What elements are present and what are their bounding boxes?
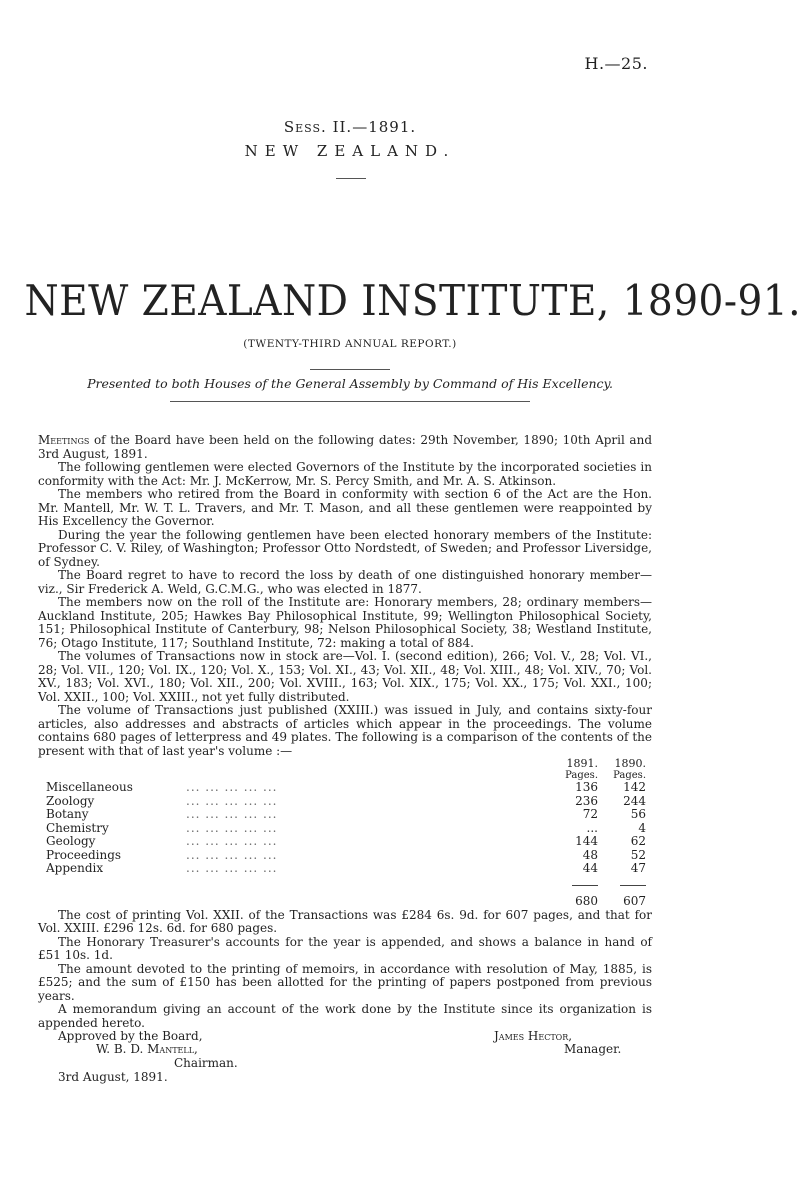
report-body — [38, 434, 652, 1084]
table-row — [46, 822, 646, 836]
leader-dots: ... ... ... ... ... — [186, 861, 278, 875]
paragraph-retired-members: The members who retired from the Board in conformity with section 6 of the Act are the Hon. Mr. Mantell, Mr. W. T. L. Travers, and Mr. T. Mason, and all these gentlemen were reappointed by His Excellency the Governor. — [38, 487, 652, 528]
paragraph-meetings — [38, 434, 652, 461]
sum-rule-row — [46, 876, 646, 890]
presented-line: Presented to both Houses of the General Assembly by Command of His Excellency. — [87, 376, 613, 391]
table-row — [46, 781, 646, 795]
paragraph-text: of the Board have been held on the following dates: 29th November, 1890; 10th April and 3rd August, 1891. — [38, 433, 652, 461]
paragraph-governors: The following gentlemen were elected Governors of the Institute by the incorporated societies in conformity with the Act: Mr. J. McKerrow, Mr. S. Percy Smith, and Mr. A. S. Atkinson. — [38, 460, 652, 488]
comparison-table — [46, 758, 646, 909]
document-title: NEW ZEALAND INSTITUTE, 1890-91. — [24, 276, 801, 325]
manager-name: James Hector, — [494, 1029, 573, 1043]
value-1891: 48 — [582, 847, 598, 862]
row-label: Zoology — [46, 793, 95, 808]
manager-title: Manager. — [564, 1042, 622, 1056]
paper-reference: H.—25. — [584, 54, 648, 73]
country-heading: NEW ZEALAND. — [244, 142, 456, 160]
value-1890: 56 — [630, 807, 646, 821]
table-unit-row — [46, 770, 646, 781]
leader-dots: ... ... ... ... ... — [186, 780, 278, 794]
paragraph-memoirs: The amount devoted to the printing of memoirs, in accordance with resolution of May, 1885, is £525; and the sum of £150 has been allotted for the printing of papers postponed from previous years. — [38, 961, 652, 1003]
value-1891: 72 — [582, 807, 598, 821]
value-1891: 44 — [582, 861, 598, 875]
value-1890: 62 — [630, 834, 646, 848]
paragraph-transactions: The volume of Transactions just published (XXIII.) was issued in July, and contains sixty-four articles, also addresses and abstracts of articles which appear in the proceedings. The volume contains 680 pages of letterpress and 49 plates. The following is a comparison of the contents of the present with that of last year's volume :— — [38, 703, 652, 758]
value-1890: 244 — [623, 793, 646, 808]
signature-date: 3rd August, 1891. — [58, 1070, 168, 1084]
subtitle-rule — [310, 369, 390, 370]
table-row — [46, 849, 646, 863]
value-1890: 142 — [623, 780, 646, 794]
table-row — [46, 808, 646, 822]
row-label: Chemistry — [46, 820, 109, 835]
table-row — [46, 862, 646, 876]
row-label: Geology — [46, 834, 96, 848]
leader-dots: ... ... ... ... ... — [186, 820, 278, 835]
row-label: Miscellaneous — [46, 780, 133, 794]
row-label: Botany — [46, 807, 89, 821]
paragraph-lead: Meetings — [38, 433, 90, 447]
paragraph-roll: The members now on the roll of the Institute are: Honorary members, 28; ordinary members—Auckland Institute, 205; Hawkes Bay Philosophical Institute, 99; Wellington Philosophical Society, 151; Philosophical Institute of Canterbury, 98; Nelson Philosophical Society, 38; Westland Institute, 76; Otago Institute, 117; Southland Institute, 72: making a total of 884. — [38, 595, 652, 650]
leader-dots: ... ... ... ... ... — [186, 834, 278, 848]
paragraph-printing-cost: The cost of printing Vol. XXII. of the Transactions was £284 6s. 9d. for 607 pages, and that for Vol. XXIII. £296 12s. 6d. for 680 pages. — [38, 907, 652, 935]
total-1891: 680 — [575, 894, 598, 908]
value-1891: ... — [586, 820, 598, 835]
session-line: Sess. II.—1891. — [283, 118, 417, 136]
approved-line: Approved by the Board, — [58, 1029, 203, 1043]
value-1890: 4 — [638, 820, 646, 835]
column-header-1891: 1891. — [566, 757, 598, 770]
paragraph-memorandum: A memorandum giving an account of the work done by the Institute since its organization is appended hereto. — [38, 1002, 652, 1030]
chairman-name: W. B. D. Mantell, — [96, 1042, 198, 1056]
value-1891: 144 — [575, 834, 598, 848]
column-unit-1890: Pages. — [613, 770, 646, 781]
column-header-1890: 1890. — [614, 757, 646, 770]
value-1891: 236 — [575, 793, 598, 808]
table-row — [46, 795, 646, 809]
table-header-row — [46, 758, 646, 770]
row-label: Proceedings — [46, 847, 122, 862]
leader-dots: ... ... ... ... ... — [186, 807, 278, 821]
column-unit-1891: Pages. — [565, 770, 598, 781]
paragraph-treasurer: The Honorary Treasurer's accounts for the year is appended, and shows a balance in hand of £51 10s. 1d. — [38, 934, 652, 962]
total-row — [46, 889, 646, 909]
paragraph-volumes-stock: The volumes of Transactions now in stock are—Vol. I. (second edition), 266; Vol. V., 28; Vol. VI., 28; Vol. VII., 120; Vol. IX., 120; Vol. X., 153; Vol. XI., 43; Vol. XII., 48; Vol. XIII., 48; Vol. XIV., 70; Vol. XV., 183; Vol. XVI., 180; Vol. XII., 200; Vol. XVIII., 163; Vol. XIX., 175; Vol. XX., 175; Vol. XXI., 100; Vol. XXII., 100; Vol. XXIII., not yet fully distributed. — [38, 649, 652, 704]
document-subtitle: (TWENTY-THIRD ANNUAL REPORT.) — [243, 338, 457, 350]
sum-rule-1891 — [572, 885, 598, 886]
presented-rule — [170, 401, 530, 402]
total-1890: 607 — [623, 894, 646, 908]
table-row — [46, 835, 646, 849]
row-label: Appendix — [46, 861, 104, 875]
header-rule — [336, 178, 366, 179]
leader-dots: ... ... ... ... ... — [186, 847, 278, 862]
value-1890: 47 — [630, 861, 646, 875]
value-1890: 52 — [630, 847, 646, 862]
chairman-title: Chairman. — [174, 1056, 238, 1070]
sum-rule-1890 — [620, 885, 646, 886]
paragraph-honorary-members: During the year the following gentlemen have been elected honorary members of the Institute: Professor C. V. Riley, of Washington; Professor Otto Nordstedt, of Sweden; and Professor Liversidge, of Sydney. — [38, 527, 652, 569]
paragraph-death: The Board regret to have to record the loss by death of one distinguished honorary member—viz., Sir Frederick A. Weld, G.C.M.G., who was elected in 1877. — [38, 568, 652, 596]
signature-block — [38, 1030, 652, 1084]
leader-dots: ... ... ... ... ... — [186, 793, 278, 808]
value-1891: 136 — [575, 780, 598, 794]
